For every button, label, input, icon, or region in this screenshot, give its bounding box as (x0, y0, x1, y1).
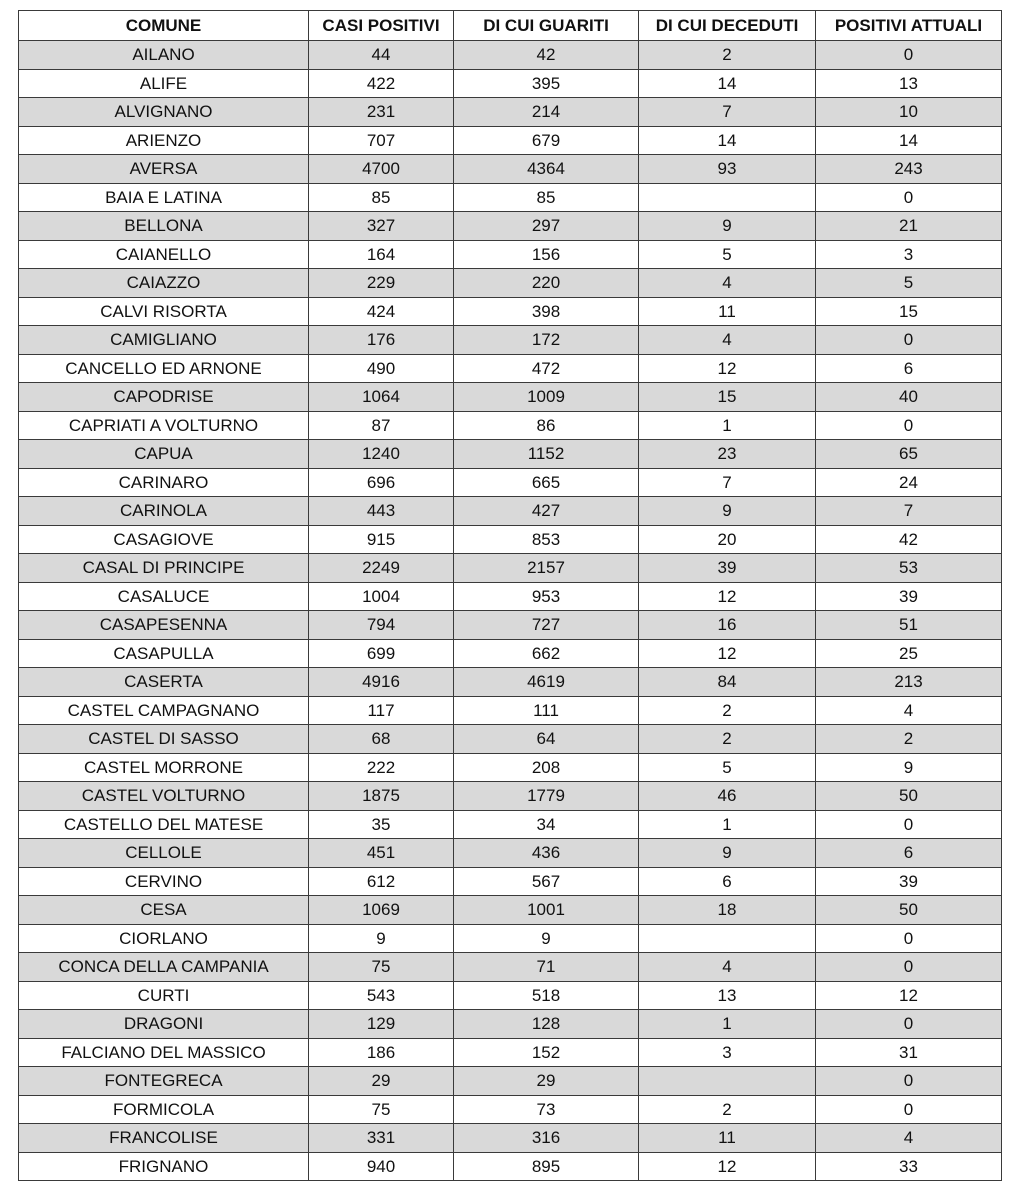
cell-deceduti: 14 (639, 126, 816, 155)
header-casi-positivi: CASI POSITIVI (309, 11, 454, 41)
cell-comune: BAIA E LATINA (19, 183, 309, 212)
cell-comune: CARINARO (19, 468, 309, 497)
cell-casi-positivi: 915 (309, 525, 454, 554)
cell-casi-positivi: 75 (309, 1095, 454, 1124)
cell-comune: CONCA DELLA CAMPANIA (19, 953, 309, 982)
table-row (19, 440, 1002, 469)
header-row (19, 11, 1002, 41)
cell-comune: AVERSA (19, 155, 309, 184)
cell-casi-positivi: 443 (309, 497, 454, 526)
cell-casi-positivi: 327 (309, 212, 454, 241)
cell-guariti: 208 (454, 753, 639, 782)
cell-positivi-attuali: 0 (816, 41, 1002, 70)
table-row (19, 297, 1002, 326)
cell-casi-positivi: 176 (309, 326, 454, 355)
cell-positivi-attuali: 0 (816, 183, 1002, 212)
cell-deceduti: 12 (639, 1152, 816, 1181)
cell-casi-positivi: 699 (309, 639, 454, 668)
cell-comune: ARIENZO (19, 126, 309, 155)
cell-deceduti (639, 183, 816, 212)
cell-comune: CANCELLO ED ARNONE (19, 354, 309, 383)
cell-casi-positivi: 1004 (309, 582, 454, 611)
cell-positivi-attuali: 21 (816, 212, 1002, 241)
cell-casi-positivi: 231 (309, 98, 454, 127)
cell-positivi-attuali: 14 (816, 126, 1002, 155)
table-body (19, 41, 1002, 1181)
cell-positivi-attuali: 24 (816, 468, 1002, 497)
cell-deceduti: 12 (639, 354, 816, 383)
cell-guariti: 85 (454, 183, 639, 212)
cell-guariti: 679 (454, 126, 639, 155)
cell-casi-positivi: 422 (309, 69, 454, 98)
table-row (19, 240, 1002, 269)
table-row (19, 668, 1002, 697)
cell-deceduti: 23 (639, 440, 816, 469)
cell-comune: CELLOLE (19, 839, 309, 868)
cell-positivi-attuali: 39 (816, 867, 1002, 896)
table-row (19, 725, 1002, 754)
cell-guariti: 436 (454, 839, 639, 868)
cell-guariti: 9 (454, 924, 639, 953)
cell-guariti: 214 (454, 98, 639, 127)
cell-guariti: 665 (454, 468, 639, 497)
table-row (19, 326, 1002, 355)
cell-comune: ALVIGNANO (19, 98, 309, 127)
cell-guariti: 472 (454, 354, 639, 383)
cell-comune: CARINOLA (19, 497, 309, 526)
cell-casi-positivi: 75 (309, 953, 454, 982)
cell-positivi-attuali: 9 (816, 753, 1002, 782)
cell-positivi-attuali: 25 (816, 639, 1002, 668)
cell-comune: CERVINO (19, 867, 309, 896)
cell-casi-positivi: 129 (309, 1010, 454, 1039)
table-row (19, 582, 1002, 611)
table-row (19, 953, 1002, 982)
table-row (19, 639, 1002, 668)
table-row (19, 1010, 1002, 1039)
cell-positivi-attuali: 0 (816, 326, 1002, 355)
cell-guariti: 34 (454, 810, 639, 839)
cell-casi-positivi: 29 (309, 1067, 454, 1096)
cell-comune: ALIFE (19, 69, 309, 98)
cell-positivi-attuali: 51 (816, 611, 1002, 640)
cell-deceduti: 1 (639, 810, 816, 839)
cell-positivi-attuali: 12 (816, 981, 1002, 1010)
cell-guariti: 42 (454, 41, 639, 70)
cell-positivi-attuali: 53 (816, 554, 1002, 583)
cell-casi-positivi: 331 (309, 1124, 454, 1153)
cell-comune: AILANO (19, 41, 309, 70)
cell-casi-positivi: 85 (309, 183, 454, 212)
cell-casi-positivi: 794 (309, 611, 454, 640)
cell-positivi-attuali: 65 (816, 440, 1002, 469)
header-comune: COMUNE (19, 11, 309, 41)
table-row (19, 1038, 1002, 1067)
cell-deceduti: 7 (639, 468, 816, 497)
cell-deceduti: 5 (639, 753, 816, 782)
cell-comune: CAIAZZO (19, 269, 309, 298)
cell-casi-positivi: 222 (309, 753, 454, 782)
cell-deceduti: 2 (639, 696, 816, 725)
cell-casi-positivi: 35 (309, 810, 454, 839)
cell-comune: CAPODRISE (19, 383, 309, 412)
cell-guariti: 1001 (454, 896, 639, 925)
cell-deceduti: 1 (639, 1010, 816, 1039)
cell-guariti: 111 (454, 696, 639, 725)
table-row (19, 155, 1002, 184)
cell-positivi-attuali: 0 (816, 810, 1002, 839)
cell-comune: CASTEL DI SASSO (19, 725, 309, 754)
cell-deceduti: 18 (639, 896, 816, 925)
cell-deceduti: 4 (639, 269, 816, 298)
table-row (19, 69, 1002, 98)
table-row (19, 41, 1002, 70)
cell-positivi-attuali: 0 (816, 924, 1002, 953)
cell-casi-positivi: 2249 (309, 554, 454, 583)
cell-positivi-attuali: 2 (816, 725, 1002, 754)
cell-positivi-attuali: 50 (816, 896, 1002, 925)
cell-deceduti (639, 1067, 816, 1096)
cell-comune: FALCIANO DEL MASSICO (19, 1038, 309, 1067)
cell-positivi-attuali: 3 (816, 240, 1002, 269)
table-row (19, 354, 1002, 383)
cell-guariti: 86 (454, 411, 639, 440)
cell-guariti: 64 (454, 725, 639, 754)
cell-positivi-attuali: 4 (816, 696, 1002, 725)
table-row (19, 611, 1002, 640)
table-row (19, 924, 1002, 953)
header-positivi-attuali: POSITIVI ATTUALI (816, 11, 1002, 41)
cell-deceduti: 4 (639, 953, 816, 982)
cell-deceduti: 5 (639, 240, 816, 269)
cell-casi-positivi: 164 (309, 240, 454, 269)
cell-positivi-attuali: 213 (816, 668, 1002, 697)
cell-casi-positivi: 490 (309, 354, 454, 383)
cell-positivi-attuali: 6 (816, 839, 1002, 868)
cell-guariti: 398 (454, 297, 639, 326)
cell-comune: FONTEGRECA (19, 1067, 309, 1096)
cell-comune: CASTELLO DEL MATESE (19, 810, 309, 839)
cell-comune: CASERTA (19, 668, 309, 697)
cell-comune: CASTEL CAMPAGNANO (19, 696, 309, 725)
cell-positivi-attuali: 42 (816, 525, 1002, 554)
cell-comune: FRIGNANO (19, 1152, 309, 1181)
cell-comune: CASALUCE (19, 582, 309, 611)
cell-comune: CAIANELLO (19, 240, 309, 269)
cell-positivi-attuali: 0 (816, 411, 1002, 440)
cell-deceduti: 12 (639, 582, 816, 611)
cell-guariti: 662 (454, 639, 639, 668)
cell-deceduti: 6 (639, 867, 816, 896)
cell-casi-positivi: 940 (309, 1152, 454, 1181)
cell-guariti: 29 (454, 1067, 639, 1096)
cell-comune: CAPRIATI A VOLTURNO (19, 411, 309, 440)
cell-casi-positivi: 117 (309, 696, 454, 725)
cell-comune: FRANCOLISE (19, 1124, 309, 1153)
table-row (19, 1124, 1002, 1153)
cell-positivi-attuali: 31 (816, 1038, 1002, 1067)
table-row (19, 1095, 1002, 1124)
table-row (19, 212, 1002, 241)
cell-comune: CESA (19, 896, 309, 925)
cell-guariti: 953 (454, 582, 639, 611)
cell-positivi-attuali: 7 (816, 497, 1002, 526)
cell-deceduti: 12 (639, 639, 816, 668)
cell-comune: BELLONA (19, 212, 309, 241)
cell-casi-positivi: 9 (309, 924, 454, 953)
cell-comune: CURTI (19, 981, 309, 1010)
cell-casi-positivi: 4916 (309, 668, 454, 697)
cell-comune: FORMICOLA (19, 1095, 309, 1124)
cell-deceduti: 15 (639, 383, 816, 412)
cell-guariti: 567 (454, 867, 639, 896)
cell-casi-positivi: 1064 (309, 383, 454, 412)
cell-deceduti: 16 (639, 611, 816, 640)
cell-positivi-attuali: 243 (816, 155, 1002, 184)
cell-guariti: 297 (454, 212, 639, 241)
table-row (19, 981, 1002, 1010)
cell-guariti: 128 (454, 1010, 639, 1039)
table-row (19, 839, 1002, 868)
cell-guariti: 395 (454, 69, 639, 98)
cell-positivi-attuali: 40 (816, 383, 1002, 412)
cell-positivi-attuali: 10 (816, 98, 1002, 127)
cell-comune: CAPUA (19, 440, 309, 469)
table-row (19, 411, 1002, 440)
cell-deceduti: 7 (639, 98, 816, 127)
cell-deceduti: 9 (639, 497, 816, 526)
cell-casi-positivi: 696 (309, 468, 454, 497)
table-row (19, 696, 1002, 725)
cell-guariti: 853 (454, 525, 639, 554)
cell-deceduti: 84 (639, 668, 816, 697)
cell-comune: CASAL DI PRINCIPE (19, 554, 309, 583)
cell-deceduti: 2 (639, 1095, 816, 1124)
cell-positivi-attuali: 33 (816, 1152, 1002, 1181)
cell-guariti: 172 (454, 326, 639, 355)
cell-casi-positivi: 1240 (309, 440, 454, 469)
cell-guariti: 895 (454, 1152, 639, 1181)
cell-deceduti: 2 (639, 725, 816, 754)
header-di-cui-deceduti: DI CUI DECEDUTI (639, 11, 816, 41)
table-row (19, 183, 1002, 212)
cell-casi-positivi: 543 (309, 981, 454, 1010)
cell-casi-positivi: 707 (309, 126, 454, 155)
cell-comune: DRAGONI (19, 1010, 309, 1039)
cell-guariti: 427 (454, 497, 639, 526)
table-row (19, 98, 1002, 127)
cell-comune: CASAPULLA (19, 639, 309, 668)
data-sheet (18, 10, 1002, 1181)
cell-deceduti: 4 (639, 326, 816, 355)
table-row (19, 1067, 1002, 1096)
table-row (19, 896, 1002, 925)
cell-deceduti: 11 (639, 1124, 816, 1153)
cell-comune: CASTEL MORRONE (19, 753, 309, 782)
cell-positivi-attuali: 0 (816, 1067, 1002, 1096)
cell-casi-positivi: 612 (309, 867, 454, 896)
table-row (19, 867, 1002, 896)
cell-guariti: 71 (454, 953, 639, 982)
cell-guariti: 152 (454, 1038, 639, 1067)
cell-casi-positivi: 68 (309, 725, 454, 754)
cell-deceduti: 20 (639, 525, 816, 554)
cell-casi-positivi: 424 (309, 297, 454, 326)
cell-guariti: 4619 (454, 668, 639, 697)
cell-guariti: 156 (454, 240, 639, 269)
cell-comune: CAMIGLIANO (19, 326, 309, 355)
cell-guariti: 4364 (454, 155, 639, 184)
cell-deceduti: 39 (639, 554, 816, 583)
table-row (19, 1152, 1002, 1181)
cell-comune: CASAPESENNA (19, 611, 309, 640)
cell-deceduti: 11 (639, 297, 816, 326)
cell-deceduti: 2 (639, 41, 816, 70)
cell-deceduti: 1 (639, 411, 816, 440)
cell-casi-positivi: 186 (309, 1038, 454, 1067)
table-row (19, 269, 1002, 298)
cell-comune: CIORLANO (19, 924, 309, 953)
table-row (19, 810, 1002, 839)
cell-guariti: 220 (454, 269, 639, 298)
cell-deceduti: 13 (639, 981, 816, 1010)
cell-positivi-attuali: 5 (816, 269, 1002, 298)
cell-comune: CASTEL VOLTURNO (19, 782, 309, 811)
cell-positivi-attuali: 0 (816, 953, 1002, 982)
table-row (19, 554, 1002, 583)
cell-casi-positivi: 229 (309, 269, 454, 298)
cell-deceduti: 3 (639, 1038, 816, 1067)
cell-deceduti: 14 (639, 69, 816, 98)
cell-guariti: 1779 (454, 782, 639, 811)
cell-comune: CASAGIOVE (19, 525, 309, 554)
cell-positivi-attuali: 6 (816, 354, 1002, 383)
table-row (19, 468, 1002, 497)
cell-casi-positivi: 4700 (309, 155, 454, 184)
cell-positivi-attuali: 0 (816, 1095, 1002, 1124)
cell-positivi-attuali: 0 (816, 1010, 1002, 1039)
cell-positivi-attuali: 39 (816, 582, 1002, 611)
cell-deceduti (639, 924, 816, 953)
table-row (19, 126, 1002, 155)
cell-comune: CALVI RISORTA (19, 297, 309, 326)
table-row (19, 782, 1002, 811)
table-row (19, 497, 1002, 526)
cell-deceduti: 9 (639, 839, 816, 868)
cell-casi-positivi: 87 (309, 411, 454, 440)
cell-deceduti: 9 (639, 212, 816, 241)
cell-deceduti: 93 (639, 155, 816, 184)
table-row (19, 383, 1002, 412)
cell-guariti: 73 (454, 1095, 639, 1124)
cell-positivi-attuali: 15 (816, 297, 1002, 326)
cell-casi-positivi: 451 (309, 839, 454, 868)
cases-table (18, 10, 1002, 1181)
cell-guariti: 727 (454, 611, 639, 640)
cell-deceduti: 46 (639, 782, 816, 811)
cell-casi-positivi: 1875 (309, 782, 454, 811)
header-di-cui-guariti: DI CUI GUARITI (454, 11, 639, 41)
cell-positivi-attuali: 50 (816, 782, 1002, 811)
cell-guariti: 518 (454, 981, 639, 1010)
cell-guariti: 1009 (454, 383, 639, 412)
cell-guariti: 2157 (454, 554, 639, 583)
cell-casi-positivi: 44 (309, 41, 454, 70)
cell-casi-positivi: 1069 (309, 896, 454, 925)
table-row (19, 753, 1002, 782)
table-row (19, 525, 1002, 554)
cell-positivi-attuali: 13 (816, 69, 1002, 98)
cell-guariti: 1152 (454, 440, 639, 469)
cell-positivi-attuali: 4 (816, 1124, 1002, 1153)
cell-guariti: 316 (454, 1124, 639, 1153)
